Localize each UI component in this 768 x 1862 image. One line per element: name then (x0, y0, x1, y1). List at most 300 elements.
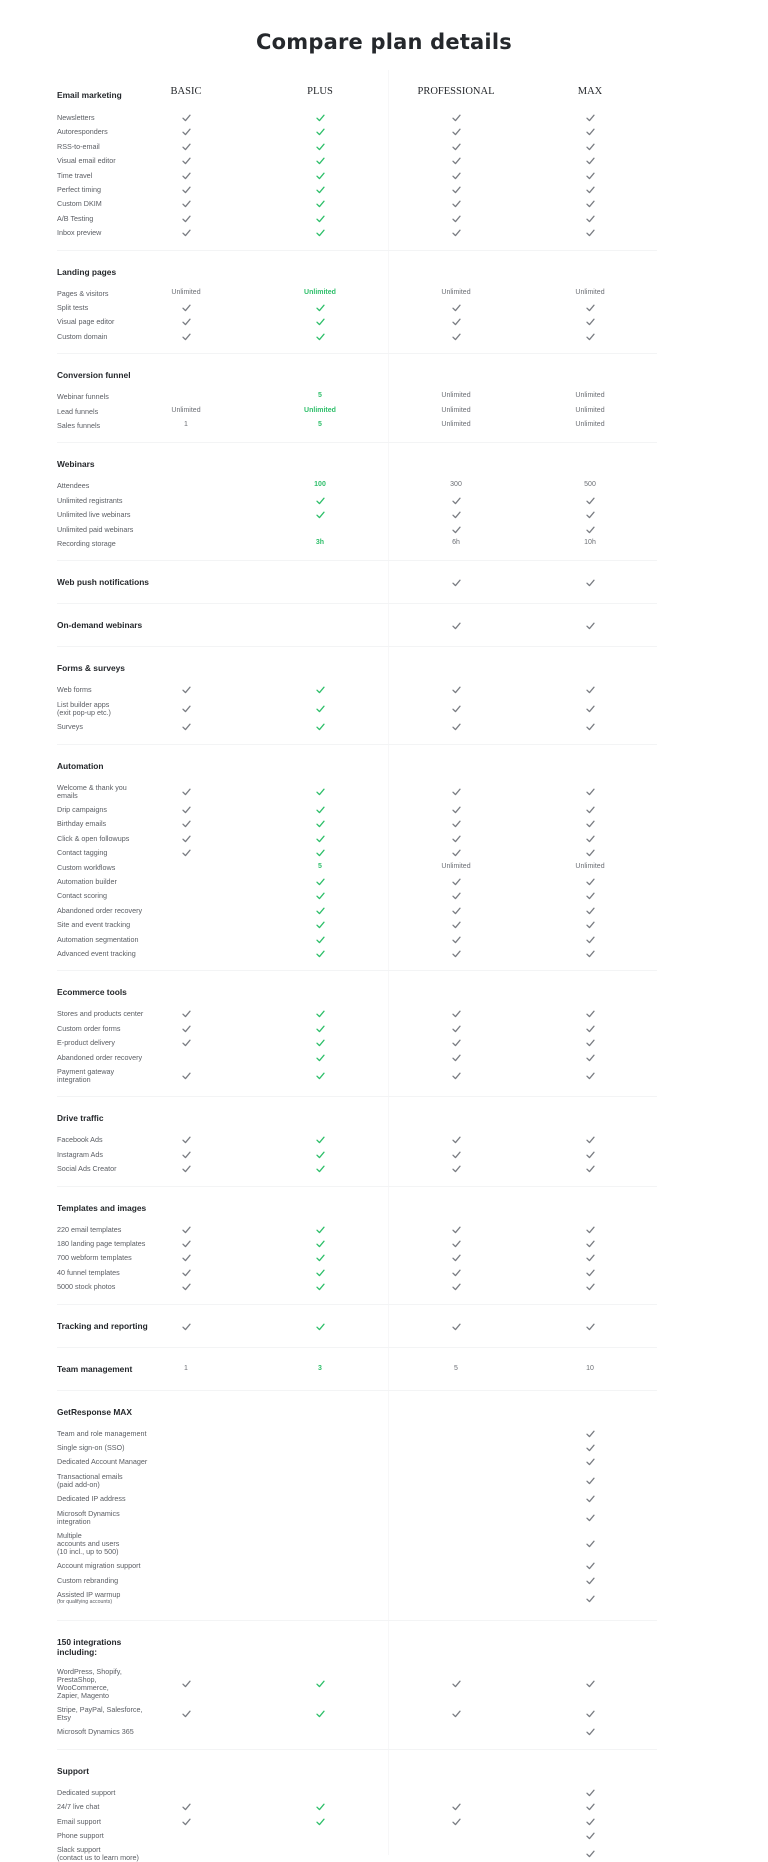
check-icon (586, 849, 595, 857)
feature-label-text: Lead funnels (57, 406, 99, 416)
check-icon (452, 849, 461, 857)
check-icon (586, 1680, 595, 1688)
feature-label-text: Automation segmentation (57, 934, 139, 944)
page-title: Compare plan details (256, 30, 512, 54)
feature-label-text: 180 landing page templates (57, 1239, 146, 1248)
section-title: On-demand webinars (57, 620, 143, 631)
feature-label (57, 1025, 121, 1033)
feature-label (57, 1495, 126, 1503)
check-icon (452, 950, 461, 958)
feature-label (57, 723, 83, 731)
plan-value: 10h (584, 539, 596, 546)
check-icon (316, 497, 325, 505)
check-icon (586, 1595, 595, 1603)
check-icon (316, 1803, 325, 1811)
feature-label (57, 1510, 120, 1526)
check-icon (316, 820, 325, 828)
check-icon (182, 788, 191, 796)
section-divider (57, 1390, 657, 1391)
check-icon (586, 229, 595, 237)
check-icon (316, 1226, 325, 1234)
section-divider (57, 250, 657, 251)
feature-label-text: Abandoned order recovery (57, 905, 143, 915)
section-divider (57, 1186, 657, 1187)
check-icon (452, 1240, 461, 1248)
check-icon (586, 1269, 595, 1277)
check-icon (586, 907, 595, 915)
check-icon (182, 304, 191, 312)
check-icon (452, 892, 461, 900)
check-icon (586, 579, 595, 587)
feature-label-text: 40 funnel templates (57, 1267, 120, 1277)
plan-value: Unlimited (441, 406, 471, 414)
check-icon (452, 1818, 461, 1826)
feature-label-text: Instagram Ads (57, 1149, 103, 1159)
feature-label-text: Site and event tracking (57, 920, 131, 930)
check-icon (316, 1323, 325, 1331)
check-icon (182, 1025, 191, 1033)
check-icon (586, 1458, 595, 1466)
check-icon (316, 143, 325, 151)
check-icon (452, 878, 461, 886)
check-icon (452, 936, 461, 944)
feature-label-text: Sales funnels (57, 421, 101, 430)
check-icon (452, 186, 461, 194)
plan-value: Unlimited (575, 406, 605, 414)
check-icon (452, 172, 461, 180)
feature-label-text: Dedicated IP address (57, 1494, 126, 1504)
check-icon (586, 304, 595, 312)
feature-label (57, 907, 142, 915)
plan-value: Unlimited (304, 288, 336, 296)
feature-label-text: Advanced event tracking (57, 949, 136, 958)
feature-label (57, 393, 109, 401)
plan-value: 5 (318, 862, 322, 870)
section-divider (57, 603, 657, 604)
feature-label (57, 1532, 119, 1556)
feature-label (57, 878, 117, 886)
feature-label-text: 24/7 live chat (57, 1802, 100, 1812)
feature-label (57, 1165, 117, 1173)
feature-label (57, 835, 129, 843)
plan-value: 3h (315, 539, 325, 546)
check-icon (586, 1850, 595, 1858)
check-icon (586, 1577, 595, 1585)
plan-header-professional: PROFESSIONAL (417, 86, 495, 97)
plan-value: 5 (454, 1364, 458, 1372)
check-icon (182, 820, 191, 828)
check-icon (316, 114, 325, 122)
check-icon (182, 143, 191, 151)
feature-label-text: Split tests (57, 303, 89, 312)
plan-value: 3 (318, 1364, 322, 1372)
section-divider (57, 353, 657, 354)
check-icon (182, 705, 191, 713)
check-icon (316, 921, 325, 929)
feature-label-text: Custom order forms (57, 1023, 121, 1033)
check-icon (316, 950, 325, 958)
check-icon (316, 215, 325, 223)
check-icon (586, 1165, 595, 1173)
section-title: Webinars (57, 459, 95, 470)
feature-label (57, 526, 133, 534)
check-icon (316, 892, 325, 900)
check-icon (586, 215, 595, 223)
feature-label (57, 1473, 123, 1489)
feature-label (57, 157, 116, 165)
check-icon (586, 318, 595, 326)
check-icon (452, 128, 461, 136)
check-icon (452, 921, 461, 929)
feature-label (57, 186, 101, 194)
section-divider (57, 1347, 657, 1348)
check-icon (316, 1680, 325, 1688)
plan-value: 300 (450, 481, 462, 489)
check-icon (586, 1254, 595, 1262)
check-icon (586, 820, 595, 828)
check-icon (586, 497, 595, 505)
plan-value: 6h (452, 539, 460, 546)
feature-label (57, 784, 127, 800)
plan-value: 500 (584, 481, 596, 489)
check-icon (452, 1323, 461, 1331)
section-title: Email marketing (57, 90, 122, 100)
feature-label-text: Contact tagging (57, 848, 108, 858)
plan-value: 10 (586, 1364, 594, 1372)
section-title: Tracking and reporting (57, 1320, 148, 1331)
plan-value: Unlimited (441, 862, 471, 870)
feature-label-text: Microsoft Dynamics 365 (57, 1727, 134, 1737)
check-icon (452, 1151, 461, 1159)
check-icon (316, 1136, 325, 1144)
feature-label-text: List builder apps (exit pop-up etc.) (57, 699, 111, 717)
check-icon (586, 1039, 595, 1047)
plan-value: Unlimited (171, 406, 201, 414)
feature-label-text: Dedicated Account Manager (57, 1457, 148, 1467)
plan-value: Unlimited (575, 421, 605, 428)
feature-label (57, 1240, 145, 1248)
check-icon (586, 622, 595, 630)
feature-label (57, 1728, 134, 1736)
feature-label-text: Time travel (57, 170, 93, 180)
check-icon (316, 849, 325, 857)
feature-label (57, 318, 114, 326)
check-icon (586, 1789, 595, 1797)
check-icon (316, 304, 325, 312)
feature-label (57, 540, 116, 548)
check-icon (316, 200, 325, 208)
check-icon (316, 806, 325, 814)
check-icon (182, 1072, 191, 1080)
check-icon (586, 143, 595, 151)
feature-label (57, 686, 92, 694)
check-icon (586, 1072, 595, 1080)
check-icon (182, 1240, 191, 1248)
feature-label-text: Webinar funnels (57, 392, 109, 402)
check-icon (182, 1039, 191, 1047)
check-icon (316, 1072, 325, 1080)
check-icon (182, 215, 191, 223)
check-icon (586, 921, 595, 929)
feature-label (57, 849, 107, 857)
feature-label-text: Click & open followups (57, 833, 130, 843)
plan-value: Unlimited (441, 392, 471, 400)
check-icon (452, 1039, 461, 1047)
check-icon (182, 157, 191, 165)
feature-label-text: Phone support (57, 1831, 104, 1840)
check-icon (316, 511, 325, 519)
feature-label (57, 1430, 147, 1438)
check-icon (452, 1054, 461, 1062)
check-icon (452, 497, 461, 505)
check-icon (452, 1254, 461, 1262)
plan-value: 1 (184, 421, 188, 428)
plan-value: Unlimited (441, 288, 471, 296)
feature-label-text: Newsletters (57, 113, 95, 122)
feature-label (57, 1668, 122, 1700)
feature-label (57, 482, 89, 490)
section-title: Drive traffic (57, 1113, 104, 1124)
check-icon (452, 1710, 461, 1718)
check-icon (316, 1254, 325, 1262)
feature-label-text: Birthday emails (57, 819, 107, 829)
check-icon (316, 1165, 325, 1173)
check-icon (182, 114, 191, 122)
section-divider (57, 970, 657, 971)
check-icon (586, 172, 595, 180)
check-icon (452, 907, 461, 915)
section-divider (57, 1749, 657, 1750)
feature-label (57, 511, 131, 519)
feature-label (57, 1591, 120, 1605)
check-icon (586, 1818, 595, 1826)
check-icon (586, 835, 595, 843)
check-icon (586, 200, 595, 208)
check-icon (316, 157, 325, 165)
feature-label-text: Recording storage (57, 539, 116, 548)
check-icon (316, 1710, 325, 1718)
check-icon (316, 1283, 325, 1291)
check-icon (452, 579, 461, 587)
check-icon (452, 1680, 461, 1688)
feature-label-text: Contact scoring (57, 891, 107, 901)
feature-label-text: 220 email templates (57, 1224, 122, 1234)
check-icon (586, 1495, 595, 1503)
feature-label-text: Custom DKIM (57, 199, 102, 209)
feature-label (57, 1068, 114, 1084)
feature-label (57, 1254, 132, 1262)
feature-label-text: Dedicated support (57, 1787, 116, 1797)
section-title: 150 integrations including: (57, 1636, 122, 1657)
feature-label-text: Unlimited registrants (57, 495, 123, 505)
feature-label-text: 700 webform templates (57, 1253, 132, 1263)
check-icon (182, 1165, 191, 1173)
section-divider (57, 1620, 657, 1621)
check-icon (316, 1240, 325, 1248)
check-icon (182, 849, 191, 857)
feature-label-text: A/B Testing (57, 213, 94, 223)
section-title: Support (57, 1765, 90, 1776)
check-icon (316, 788, 325, 796)
check-icon (586, 686, 595, 694)
check-icon (586, 936, 595, 944)
feature-label (57, 701, 111, 717)
check-icon (586, 1514, 595, 1522)
feature-label-text: Abandoned order recovery (57, 1052, 143, 1062)
check-icon (182, 128, 191, 136)
check-icon (452, 723, 461, 731)
check-icon (586, 1151, 595, 1159)
feature-label (57, 950, 136, 958)
feature-label-text: Team and role management (57, 1428, 147, 1438)
feature-label (57, 1226, 121, 1234)
feature-label (57, 1789, 115, 1797)
feature-label-text: Payment gateway integration (57, 1067, 115, 1084)
feature-label (57, 820, 106, 828)
check-icon (182, 1269, 191, 1277)
check-icon (316, 705, 325, 713)
check-icon (452, 318, 461, 326)
check-icon (316, 128, 325, 136)
feature-label (57, 128, 108, 136)
check-icon (586, 1832, 595, 1840)
check-icon (316, 1269, 325, 1277)
check-icon (586, 950, 595, 958)
plan-value: Unlimited (575, 392, 605, 400)
check-icon (452, 705, 461, 713)
feature-label-text: Custom workflows (57, 862, 116, 872)
check-icon (316, 686, 325, 694)
plan-value: Unlimited (171, 288, 201, 296)
check-icon (586, 157, 595, 165)
check-icon (586, 1010, 595, 1018)
feature-label-text: Custom domain (57, 331, 108, 341)
feature-label (57, 1803, 99, 1811)
feature-label (57, 921, 130, 929)
section-divider (57, 1304, 657, 1305)
check-icon (586, 1444, 595, 1452)
feature-label (57, 114, 95, 122)
check-icon (452, 143, 461, 151)
section-title: Conversion funnel (57, 370, 131, 381)
check-icon (182, 1803, 191, 1811)
check-icon (586, 1728, 595, 1736)
feature-label (57, 200, 102, 208)
feature-label-text: Single sign-on (SSO) (57, 1443, 125, 1452)
check-icon (452, 200, 461, 208)
feature-label-text: Transactional emails (paid add-on) (57, 1471, 123, 1489)
check-icon (316, 1818, 325, 1826)
feature-label (57, 497, 123, 505)
check-icon (182, 686, 191, 694)
check-icon (182, 1680, 191, 1688)
check-icon (452, 806, 461, 814)
feature-label (57, 1846, 139, 1862)
check-icon (586, 511, 595, 519)
check-icon (182, 1710, 191, 1718)
check-icon (452, 1165, 461, 1173)
check-icon (182, 229, 191, 237)
check-icon (452, 333, 461, 341)
section-title: GetResponse MAX (57, 1406, 132, 1417)
check-icon (452, 215, 461, 223)
column-separator (388, 70, 389, 1855)
check-icon (452, 788, 461, 796)
section-title: Ecommerce tools (57, 987, 127, 998)
feature-label-text: Surveys (57, 722, 83, 732)
check-icon (452, 1010, 461, 1018)
check-icon (586, 1323, 595, 1331)
plan-header-plus: PLUS (307, 86, 333, 97)
check-icon (586, 1562, 595, 1570)
feature-label-text: Slack support (contact us to learn more) (57, 1845, 139, 1862)
check-icon (452, 157, 461, 165)
feature-label-text: Stores and products center (57, 1009, 144, 1019)
feature-label-text: Drip campaigns (57, 805, 107, 814)
check-icon (182, 1226, 191, 1234)
feature-label (57, 1269, 120, 1277)
feature-label (57, 422, 100, 430)
check-icon (586, 705, 595, 713)
feature-label-text: Visual email editor (57, 156, 116, 166)
check-icon (586, 1025, 595, 1033)
feature-label (57, 290, 109, 298)
feature-label (57, 1136, 103, 1144)
feature-label-text: RSS-to-email (57, 141, 100, 151)
check-icon (586, 128, 595, 136)
check-icon (316, 936, 325, 944)
check-icon (316, 333, 325, 341)
check-icon (316, 1054, 325, 1062)
feature-label-text: Assisted IP warmup (57, 1590, 121, 1600)
check-icon (452, 229, 461, 237)
check-icon (182, 200, 191, 208)
feature-label (57, 143, 100, 151)
feature-label-text: E-product delivery (57, 1038, 115, 1048)
feature-label (57, 1832, 104, 1840)
check-icon (452, 1025, 461, 1033)
feature-label-text: Facebook Ads (57, 1135, 103, 1145)
section-divider (57, 1096, 657, 1097)
feature-label (57, 1010, 143, 1018)
feature-label-text: Stripe, PayPal, Salesforce, Etsy (57, 1705, 143, 1722)
check-icon (316, 835, 325, 843)
feature-label (57, 408, 98, 416)
feature-label-text: Custom rebranding (57, 1575, 119, 1585)
check-icon (586, 806, 595, 814)
feature-label (57, 1706, 143, 1722)
section-title: Forms & surveys (57, 663, 125, 674)
check-icon (586, 788, 595, 796)
check-icon (452, 820, 461, 828)
check-icon (452, 686, 461, 694)
check-icon (182, 1136, 191, 1144)
feature-label-text: Email support (57, 1816, 101, 1826)
check-icon (586, 1540, 595, 1548)
check-icon (586, 878, 595, 886)
plan-value: 5 (318, 421, 322, 428)
check-icon (586, 1710, 595, 1718)
plan-header-basic: BASIC (170, 86, 202, 97)
feature-label-text: Attendees (57, 481, 90, 491)
feature-label (57, 333, 107, 341)
check-icon (182, 1283, 191, 1291)
check-icon (182, 172, 191, 180)
check-icon (316, 723, 325, 731)
feature-label-text: Account migration support (57, 1561, 141, 1571)
check-icon (586, 1477, 595, 1485)
check-icon (182, 1818, 191, 1826)
